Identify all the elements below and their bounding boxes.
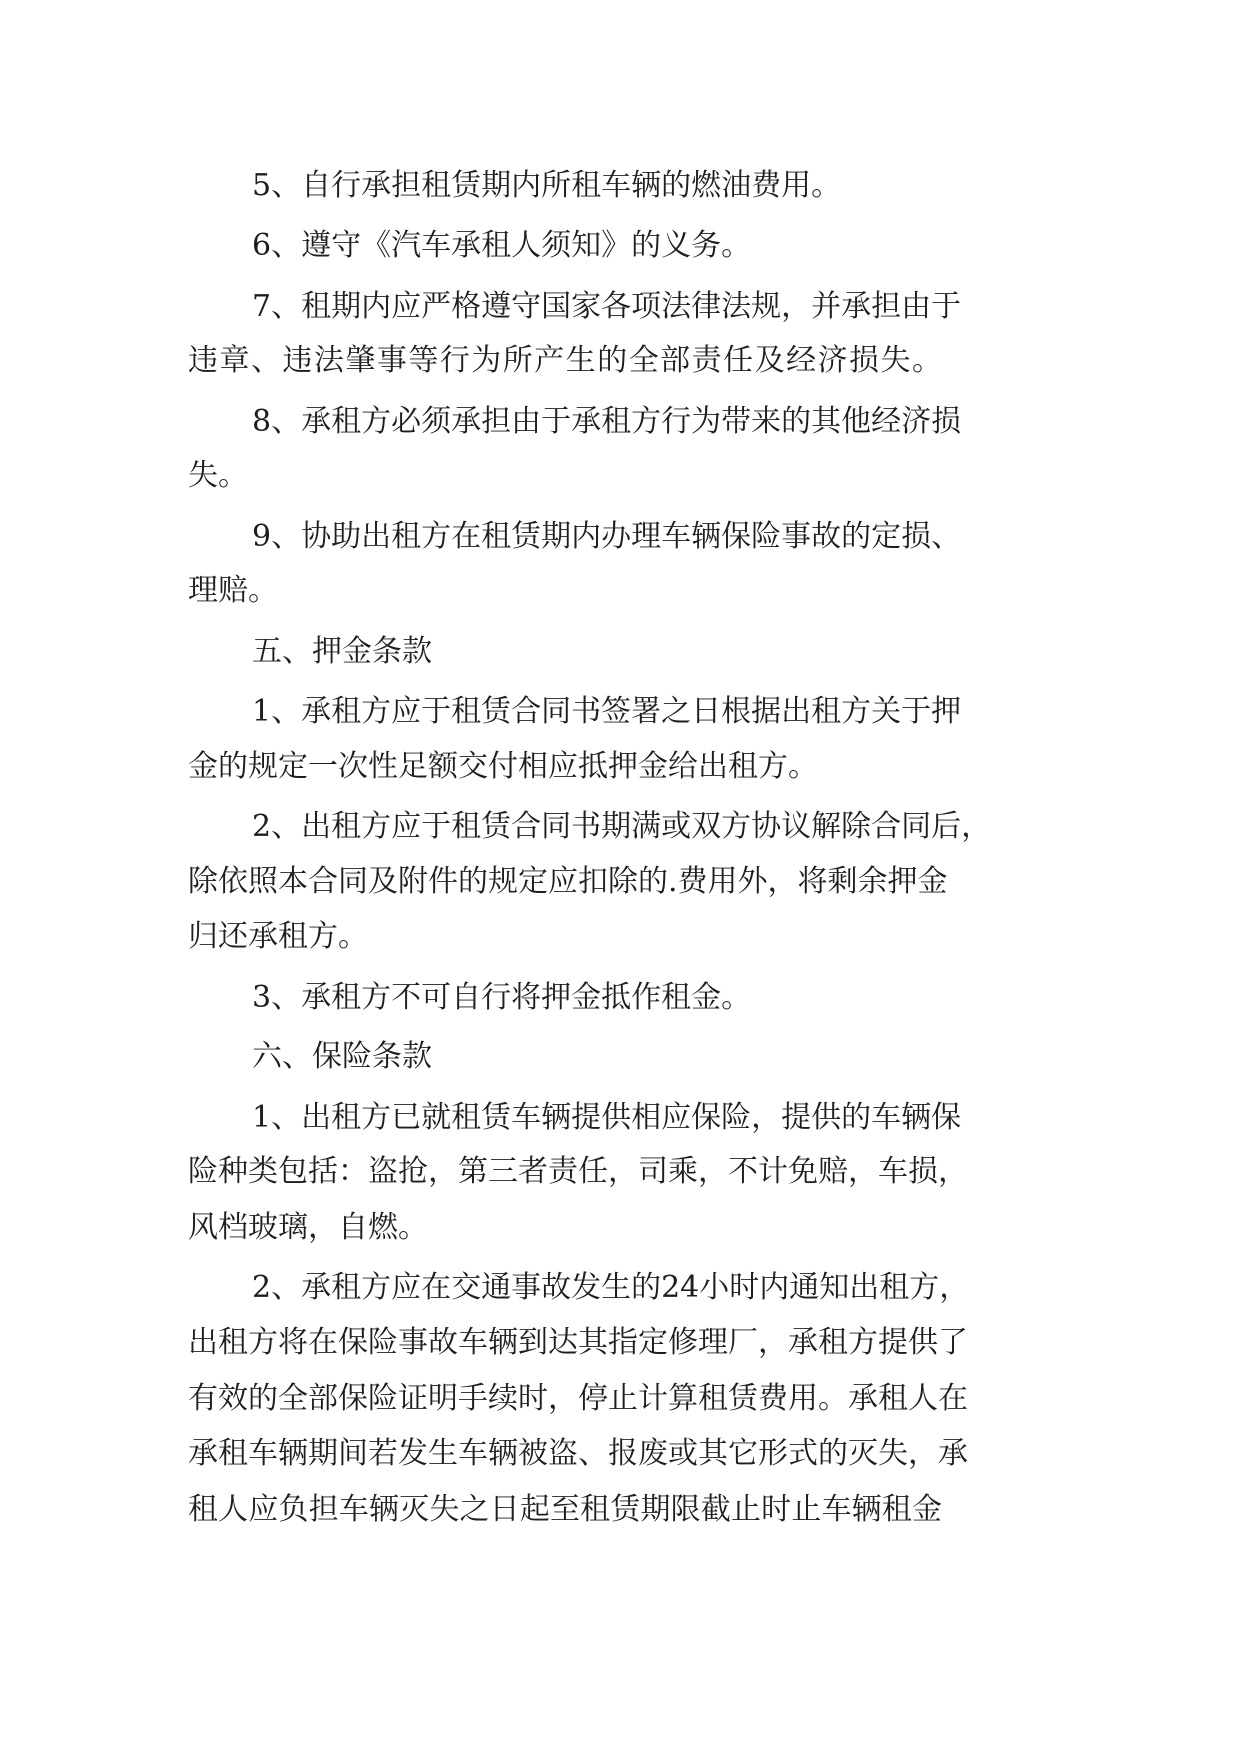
clause-line: 除依照本合同及附件的规定应扣除的.费用外，将剩余押金 [188, 864, 948, 899]
clause-line: 归还承租方。 [188, 919, 368, 954]
clause-line: 1、出租方已就租赁车辆提供相应保险，提供的车辆保 [252, 1100, 962, 1135]
clause-line: 承租车辆期间若发生车辆被盗、报废或其它形式的灭失，承 [188, 1436, 968, 1471]
clause-line: 5、自行承担租赁期内所租车辆的燃油费用。 [252, 168, 842, 203]
clause-line: 9、协助出租方在租赁期内办理车辆保险事故的定损、 [252, 519, 962, 554]
clause-line: 失。 [188, 458, 248, 493]
clause-line: 违章、违法肇事等行为所产生的全部责任及经济损失。 [188, 343, 942, 378]
clause-line: 理赔。 [188, 573, 278, 608]
section-heading: 五、押金条款 [252, 634, 432, 669]
clause-line: 出租方将在保险事故车辆到达其指定修理厂，承租方提供了 [188, 1325, 968, 1360]
clause-line: 金的规定一次性足额交付相应抵押金给出租方。 [188, 749, 818, 784]
clause-line: 3、承租方不可自行将押金抵作租金。 [252, 980, 752, 1015]
section-heading: 六、保险条款 [252, 1039, 432, 1074]
clause-line: 8、承租方必须承担由于承租方行为带来的其他经济损 [252, 404, 962, 439]
clause-line: 1、承租方应于租赁合同书签署之日根据出租方关于押 [252, 694, 962, 729]
clause-line: 租人应负担车辆灭失之日起至租赁期限截止时止车辆租金 [188, 1492, 942, 1527]
clause-line: 险种类包括：盗抢，第三者责任，司乘，不计免赔，车损， [188, 1154, 968, 1189]
clause-line: 6、遵守《汽车承租人须知》的义务。 [252, 228, 752, 263]
clause-line: 2、出租方应于租赁合同书期满或双方协议解除合同后， [252, 809, 992, 844]
clause-line: 2、承租方应在交通事故发生的24小时内通知出租方， [252, 1270, 970, 1305]
clause-line: 风档玻璃，自燃。 [188, 1210, 428, 1245]
clause-line: 有效的全部保险证明手续时，停止计算租赁费用。承租人在 [188, 1381, 968, 1416]
clause-line: 7、租期内应严格遵守国家各项法律法规，并承担由于 [252, 289, 962, 324]
